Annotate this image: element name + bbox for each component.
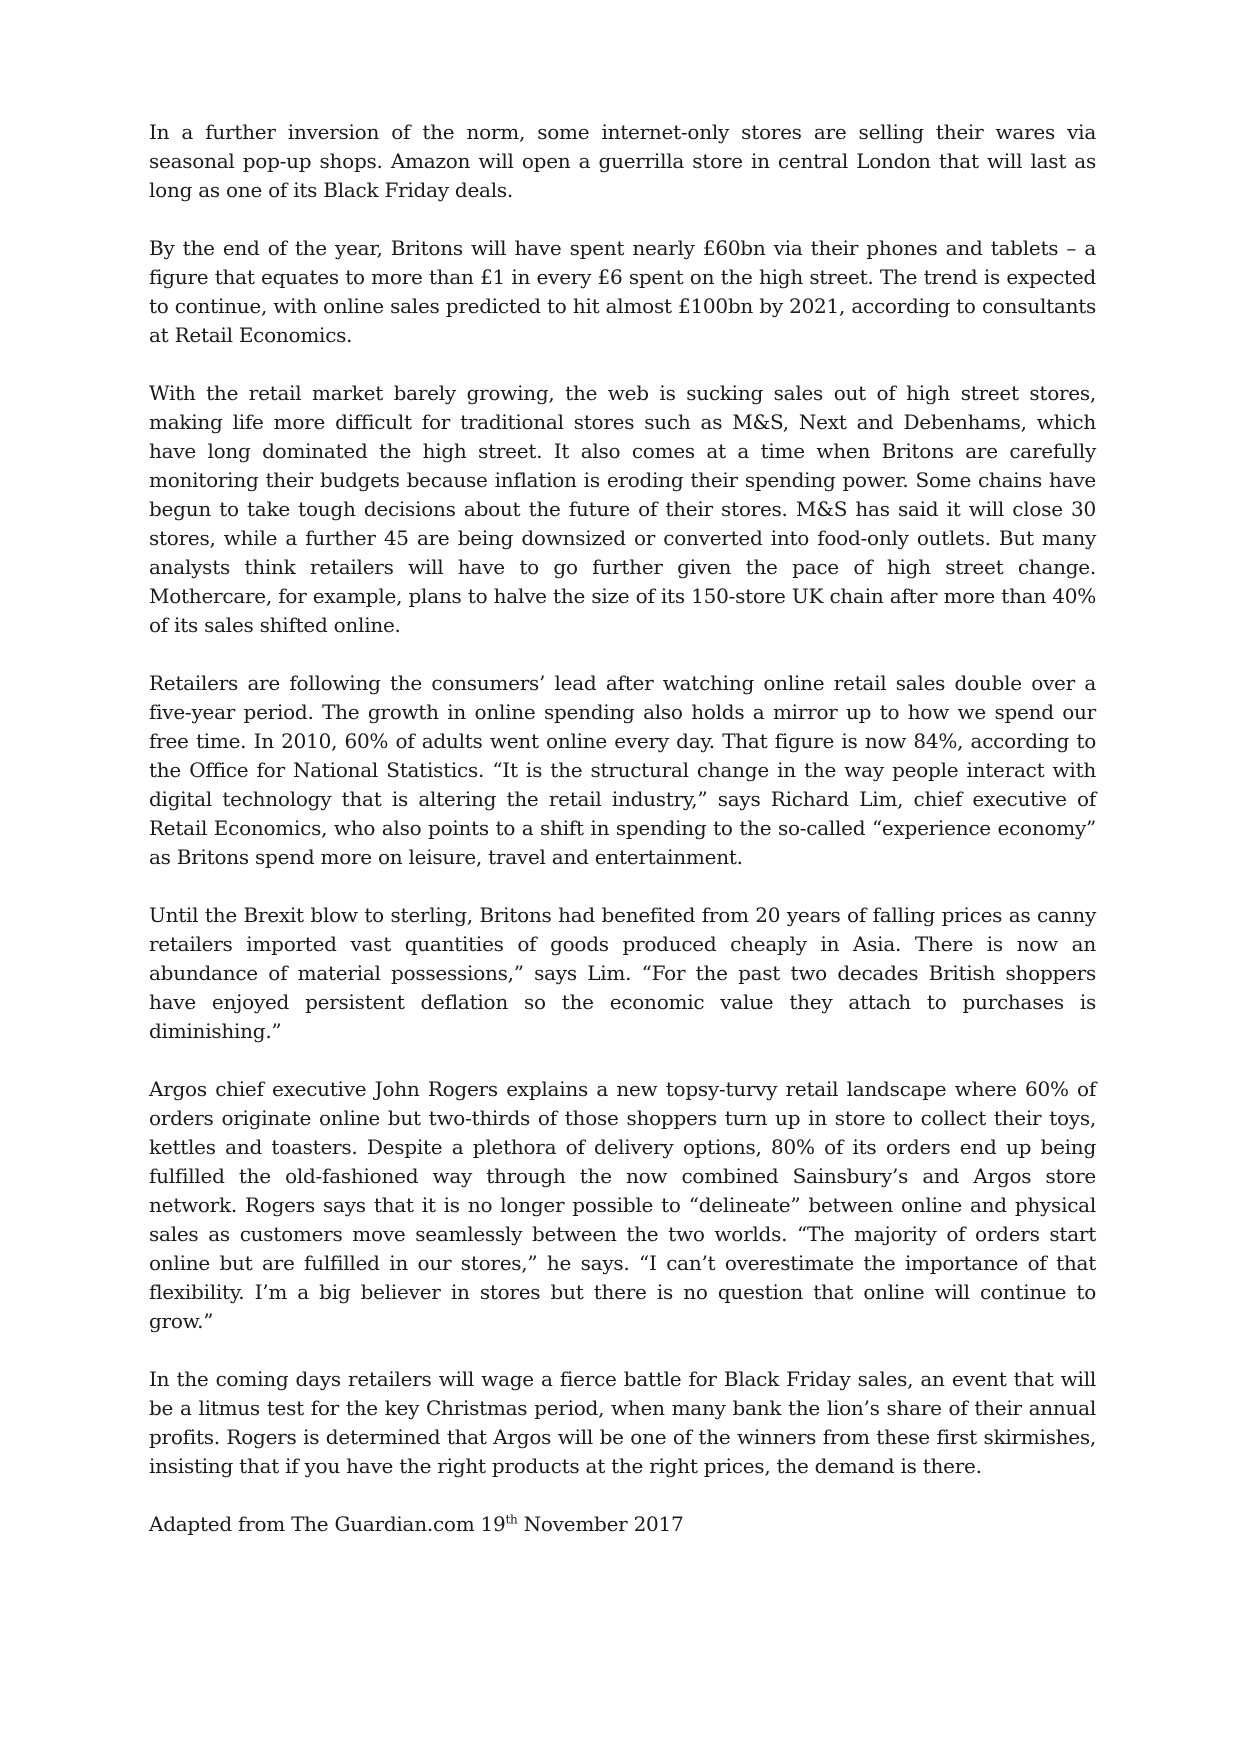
paragraph-black-friday: In the coming days retailers will wage a fierce battle for Black Friday sales, an event that will be a litmus test for the key Christmas period, when many bank the lion’s share of their annual profits. Rogers is determined that Argos will be one of the winners from these first skirmishes, insisting that if you have the right products at the right prices, the demand is there. [149,1367,1096,1478]
paragraph-pop-up-shops: In a further inversion of the norm, some internet-only stores are selling their wares via seasonal pop-up shops. Amazon will open a guerrilla store in central London that will last as long as one of its Black Friday deals. [149,120,1096,202]
source-superscript: th [505,1512,518,1527]
paragraph-argos-landscape: Argos chief executive John Rogers explains a new topsy-turvy retail landscape where 60% of orders originate online but two-thirds of those shoppers turn up in store to collect their toys, kettles and toasters. Despite a plethora of delivery options, 80% of its orders end up being fulfilled the old-fashioned way through the now combined Sainsbury’s and Argos store network. Rogers says that it is no longer possible to “delineate” between online and physical sales as customers move seamlessly between the two worlds. “The majority of orders start online but are fulfilled in our stores,” he says. “I can’t overestimate the importance of that flexibility. I’m a big believer in stores but there is no question that online will continue to grow.” [149,1077,1096,1333]
source-prefix: Adapted from The Guardian.com 19 [149,1512,506,1536]
source-suffix: November 2017 [517,1512,684,1536]
paragraph-consumers-lead: Retailers are following the consumers’ lead after watching online retail sales double over a five-year period. The growth in online spending also holds a mirror up to how we spend our free time. In 2010, 60% of adults went online every day. That figure is now 84%, according to the Office for National Statistics. “It is the structural change in the way people interact with digital technology that is altering the retail industry,” says Richard Lim, chief executive of Retail Economics, who also points to a shift in spending to the so-called “experience economy” as Britons spend more on leisure, travel and entertainment. [149,671,1096,869]
document-page [149,118,1096,1539]
source-citation [149,1510,1096,1539]
paragraph-high-street-stores: With the retail market barely growing, the web is sucking sales out of high street stores, making life more difficult for traditional stores such as M&S, Next and Debenhams, which have long dominated the high street. It also comes at a time when Britons are carefully monitoring their budgets because inflation is eroding their spending power. Some chains have begun to take tough decisions about the future of their stores. M&S has said it will close 30 stores, while a further 45 are being downsized or converted into food-only outlets. But many analysts think retailers will have to go further given the pace of high street change. Mothercare, for example, plans to halve the size of its 150-store UK chain after more than 40% of its sales shifted online. [149,381,1096,637]
paragraph-online-spending: By the end of the year, Britons will have spent nearly £60bn via their phones and tablets – a figure that equates to more than £1 in every £6 spent on the high street. The trend is expected to continue, with online sales predicted to hit almost £100bn by 2021, according to consultants at Retail Economics. [149,236,1096,347]
paragraph-brexit-prices: Until the Brexit blow to sterling, Britons had benefited from 20 years of falling prices as canny retailers imported vast quantities of goods produced cheaply in Asia. There is now an abundance of material possessions,” says Lim. “For the past two decades British shoppers have enjoyed persistent deflation so the economic value they attach to purchases is diminishing.” [149,903,1096,1043]
